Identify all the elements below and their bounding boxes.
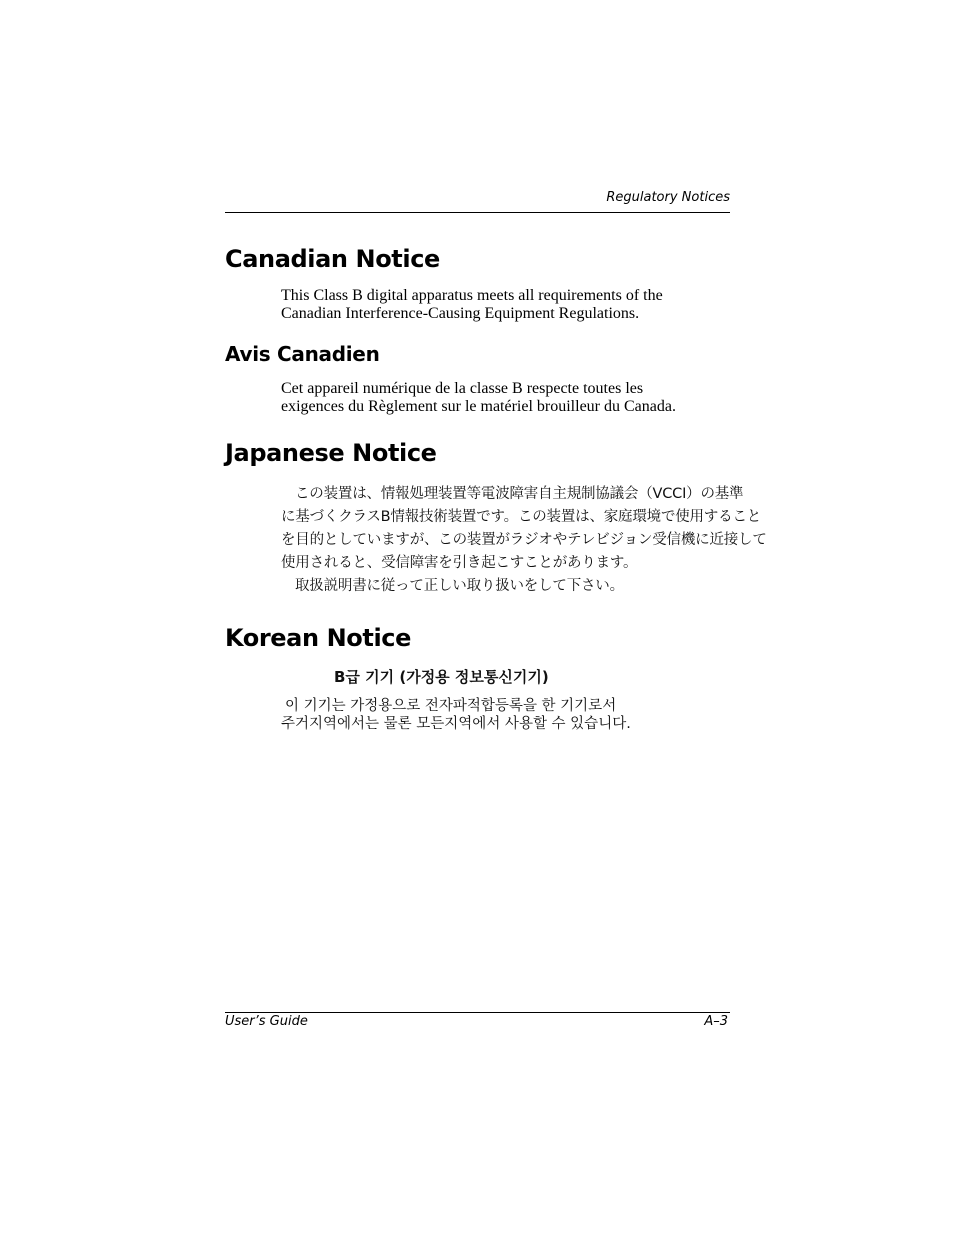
canadian-line-2: Canadian Interference-Causing Equipment Regulations.: [281, 305, 640, 322]
header-rule: [225, 212, 730, 213]
japanese-notice-text: [281, 483, 767, 598]
japanese-line-2: に基づくクラスB情報技術装置です。この装置は、家庭環境で使用すること: [281, 509, 762, 525]
footer-rule: [225, 1012, 730, 1013]
canadian-notice-heading: Canadian Notice: [225, 245, 440, 273]
footer-guide-title: User’s Guide: [225, 1014, 308, 1029]
canadian-notice-text: [281, 287, 730, 323]
avis-line-1: Cet appareil numérique de la classe B respecte toutes les: [281, 380, 644, 397]
korean-line-1: 이 기기는 가정용으로 전자파적합등록을 한 기기로서: [285, 698, 617, 714]
canadian-line-1: This Class B digital apparatus meets all requirements of the: [281, 287, 663, 304]
japanese-line-4: 使用されると、受信障害を引き起こすことがあります。: [281, 555, 638, 571]
korean-notice-title: B급 기기 (가정용 정보통신기기): [334, 668, 549, 686]
avis-line-2: exigences du Règlement sur le matériel brouilleur du Canada.: [281, 398, 676, 415]
page-number: A–3: [704, 1014, 728, 1029]
japanese-line-1: この装置は、情報処理装置等電波障害自主規制協議会（VCCI）の基準: [295, 486, 744, 502]
korean-notice-heading: Korean Notice: [225, 624, 411, 652]
korean-notice-text: [281, 697, 631, 733]
korean-line-2: 주거지역에서는 물론 모든지역에서 사용할 수 있습니다.: [281, 716, 631, 732]
japanese-line-5: 取扱説明書に従って正しい取り扱いをして下さい。: [295, 578, 624, 594]
avis-canadien-text: [281, 380, 730, 416]
japanese-notice-heading: Japanese Notice: [225, 439, 437, 467]
avis-canadien-heading: Avis Canadien: [225, 342, 380, 366]
japanese-line-3: を目的としていますが、この装置がラジオやテレビジョン受信機に近接して: [281, 532, 767, 548]
running-head: Regulatory Notices: [606, 190, 730, 205]
